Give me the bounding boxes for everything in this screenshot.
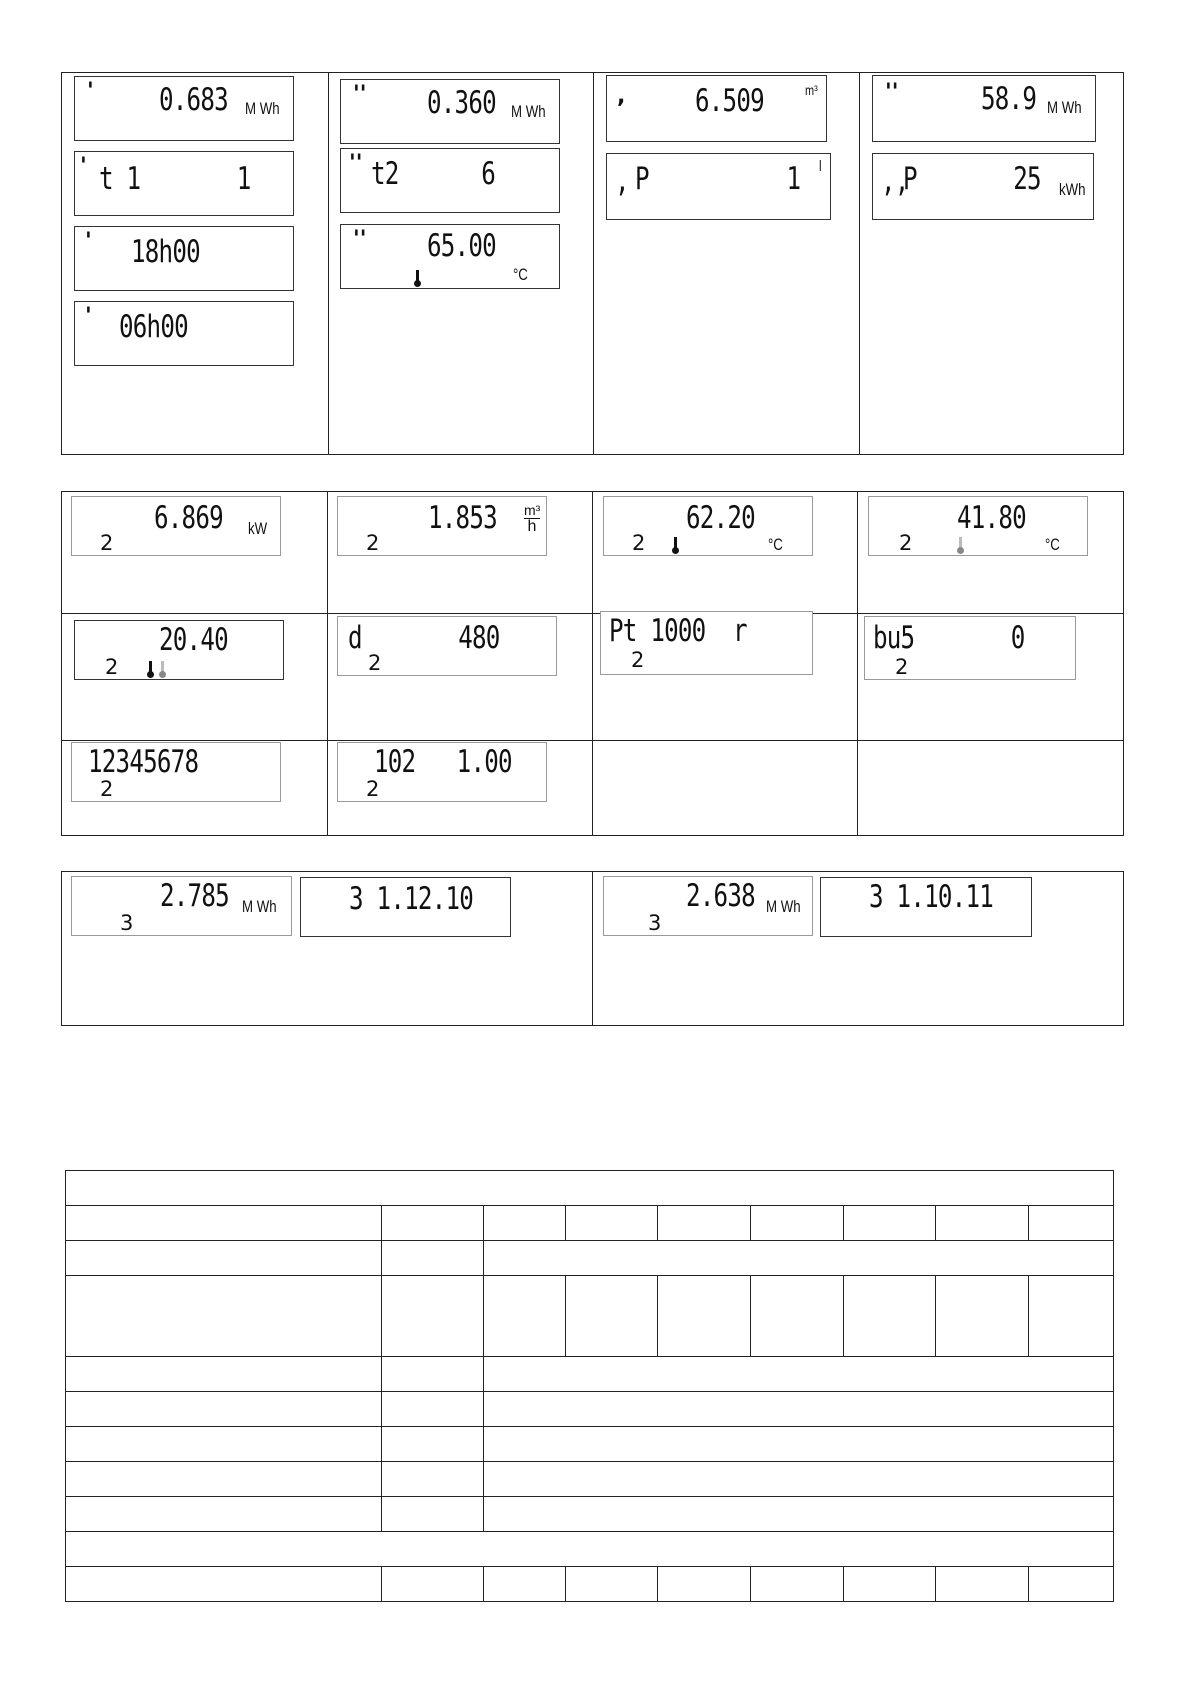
lcd-tariff2-temp <box>340 224 560 289</box>
lcd-tariff1-end <box>74 301 294 366</box>
lcd-due-date-energy-1 <box>71 876 292 936</box>
thermometer-icon <box>959 537 962 550</box>
table-cell <box>382 1276 484 1357</box>
lcd-value: 6.509 <box>695 83 764 119</box>
table-row <box>66 1497 1114 1532</box>
thermometer-icon <box>416 270 419 283</box>
display-index: 3 <box>120 911 134 935</box>
lcd-energy-tariff2 <box>340 79 560 144</box>
lcd-volume <box>606 75 827 142</box>
table-cell <box>484 1497 1114 1532</box>
lcd-unit <box>524 503 540 535</box>
table-cell <box>484 1241 1114 1276</box>
table-cell <box>844 1206 936 1241</box>
display-group-2 <box>61 491 1124 836</box>
lcd-date: 3 1.12.10 <box>349 881 474 917</box>
table-row <box>66 1206 1114 1241</box>
lcd-tariff1-start <box>74 226 294 291</box>
tariff-indicator: , <box>615 163 629 199</box>
table-cell <box>1029 1567 1114 1602</box>
table-cell <box>382 1497 484 1532</box>
table-cell <box>844 1567 936 1602</box>
lcd-energy-tariff1 <box>74 76 294 141</box>
lcd-pulse-input-1 <box>606 153 831 220</box>
lcd-value: 06h00 <box>119 309 188 345</box>
table-cell <box>751 1206 844 1241</box>
lcd-due-date-1 <box>300 877 511 937</box>
display-index: 2 <box>366 777 380 801</box>
display-index: 2 <box>632 531 646 555</box>
lcd-value: bu5 0 <box>873 620 1025 656</box>
lcd-value: 0.683 <box>159 82 228 118</box>
table-cell <box>66 1171 1114 1206</box>
thermometer-icon <box>674 537 677 550</box>
lcd-value: P 1 <box>635 161 801 197</box>
table-row <box>66 1392 1114 1427</box>
display-index: 2 <box>895 655 909 679</box>
display-index: 2 <box>366 531 380 555</box>
table-cell <box>382 1206 484 1241</box>
table-cell <box>1029 1206 1114 1241</box>
table-cell <box>844 1276 936 1357</box>
lcd-due-date-energy-2 <box>603 876 813 936</box>
tariff-indicator: ' <box>85 304 92 329</box>
table-row <box>66 1241 1114 1276</box>
column-divider <box>592 872 593 1025</box>
table-cell <box>66 1567 382 1602</box>
table-cell <box>66 1206 382 1241</box>
tariff-indicator: ' <box>80 154 87 179</box>
column-divider <box>328 73 329 454</box>
display-index: 3 <box>648 911 662 935</box>
lcd-firmware-version <box>337 742 547 802</box>
lcd-return-temperature <box>868 496 1088 556</box>
lcd-unit: M Wh <box>242 897 277 916</box>
lcd-operating-days <box>337 616 557 676</box>
lcd-energy-total <box>872 75 1096 142</box>
column-divider <box>592 492 593 835</box>
lcd-serial-number <box>71 742 281 802</box>
table-row <box>66 1532 1114 1567</box>
table-cell <box>66 1392 382 1427</box>
table-row <box>66 1567 1114 1602</box>
lcd-pulse-input-2 <box>872 153 1094 220</box>
lcd-value: 18h00 <box>131 234 200 270</box>
unit-numerator: m³ <box>524 502 541 518</box>
lcd-value: 2.638 <box>686 878 755 914</box>
table-cell <box>751 1276 844 1357</box>
lcd-tariff2-setting <box>340 148 560 213</box>
table-cell <box>484 1462 1114 1497</box>
table-row <box>66 1427 1114 1462</box>
lcd-due-date-2 <box>820 877 1032 937</box>
lcd-value: 102 1.00 <box>374 744 512 780</box>
lcd-value: 20.40 <box>159 622 228 658</box>
lcd-temperature-difference <box>74 620 284 680</box>
lcd-date: 3 1.10.11 <box>869 879 994 915</box>
lcd-value: t 1 1 <box>99 161 251 197</box>
thermometer-icon <box>161 661 164 674</box>
table-row <box>66 1171 1114 1206</box>
table-cell <box>936 1206 1029 1241</box>
lcd-flow-rate <box>337 496 547 556</box>
column-divider <box>859 73 860 454</box>
table-cell <box>658 1206 751 1241</box>
lcd-value: d 480 <box>348 620 500 656</box>
table-cell <box>484 1357 1114 1392</box>
table-cell <box>751 1567 844 1602</box>
lcd-sensor-type <box>600 611 813 675</box>
lcd-value: P 25 <box>903 161 1041 197</box>
table-cell <box>566 1567 658 1602</box>
table-cell <box>936 1567 1029 1602</box>
lcd-power <box>71 496 281 556</box>
display-index: 2 <box>100 531 114 555</box>
lcd-tariff1-setting <box>74 151 294 216</box>
display-index: 2 <box>631 648 645 672</box>
lcd-unit: M Wh <box>1047 98 1082 117</box>
table-cell <box>382 1427 484 1462</box>
lcd-value: 41.80 <box>957 500 1026 536</box>
lcd-value: 6.869 <box>154 500 223 536</box>
tariff-indicator: ,, <box>881 163 909 199</box>
lcd-unit: m³ <box>805 82 818 98</box>
table-cell <box>484 1427 1114 1462</box>
thermometer-icon <box>149 661 152 674</box>
display-index: 2 <box>899 531 913 555</box>
table-row <box>66 1462 1114 1497</box>
tariff-indicator: ' <box>87 79 94 104</box>
lcd-unit: M Wh <box>511 102 546 121</box>
lcd-unit: kWh <box>1059 180 1086 199</box>
lcd-value: 62.20 <box>686 500 755 536</box>
table-cell <box>66 1427 382 1462</box>
table-cell <box>1029 1276 1114 1357</box>
table-cell <box>382 1357 484 1392</box>
table-row <box>66 1357 1114 1392</box>
table-cell <box>382 1567 484 1602</box>
configuration-table <box>65 1170 1114 1602</box>
display-group-1 <box>61 72 1124 455</box>
table-cell <box>66 1276 382 1357</box>
unit-denominator: h <box>527 518 537 535</box>
tariff-indicator: , <box>617 84 626 109</box>
tariff-indicator: '' <box>885 80 899 105</box>
table-cell <box>66 1357 382 1392</box>
lcd-unit: °C <box>768 535 783 554</box>
display-index: 2 <box>100 777 114 801</box>
table-cell <box>66 1462 382 1497</box>
tariff-indicator: ' <box>85 229 92 254</box>
table-cell <box>484 1206 566 1241</box>
row-divider <box>62 613 1123 614</box>
table-cell <box>484 1276 566 1357</box>
lcd-unit: M Wh <box>766 897 801 916</box>
lcd-value: 2.785 <box>160 878 229 914</box>
lcd-value: t2 6 <box>371 156 496 192</box>
table-cell <box>484 1567 566 1602</box>
lcd-value: 1.853 <box>428 500 497 536</box>
tariff-indicator: '' <box>353 82 367 107</box>
lcd-value: 0.360 <box>427 85 496 121</box>
lcd-unit: °C <box>1045 535 1060 554</box>
table-cell <box>66 1497 382 1532</box>
lcd-value: Pt 1000 r <box>609 613 747 649</box>
row-divider <box>62 740 1123 741</box>
table-cell <box>936 1276 1029 1357</box>
table-cell <box>658 1567 751 1602</box>
lcd-unit: M Wh <box>245 99 280 118</box>
table-cell <box>66 1532 1114 1567</box>
table-cell <box>484 1392 1114 1427</box>
display-group-3 <box>61 871 1124 1026</box>
lcd-flow-temperature <box>603 496 813 556</box>
lcd-bus-address <box>864 616 1076 680</box>
table-cell <box>658 1276 751 1357</box>
column-divider <box>327 492 328 835</box>
tariff-indicator: '' <box>349 151 363 176</box>
table-cell <box>382 1462 484 1497</box>
column-divider <box>593 73 594 454</box>
table-cell <box>382 1392 484 1427</box>
lcd-value: 12345678 <box>88 744 199 780</box>
lcd-value: 65.00 <box>427 228 496 264</box>
lcd-unit: l <box>819 158 822 175</box>
table-cell <box>382 1241 484 1276</box>
tariff-indicator: '' <box>353 227 367 252</box>
lcd-unit: kW <box>248 519 268 538</box>
table-row <box>66 1276 1114 1357</box>
table-cell <box>66 1241 382 1276</box>
column-divider <box>857 492 858 835</box>
table-cell <box>566 1276 658 1357</box>
display-index: 2 <box>105 655 119 679</box>
display-index: 2 <box>368 651 382 675</box>
lcd-unit: °C <box>513 265 528 284</box>
lcd-value: 58.9 <box>981 81 1037 117</box>
table-cell <box>566 1206 658 1241</box>
